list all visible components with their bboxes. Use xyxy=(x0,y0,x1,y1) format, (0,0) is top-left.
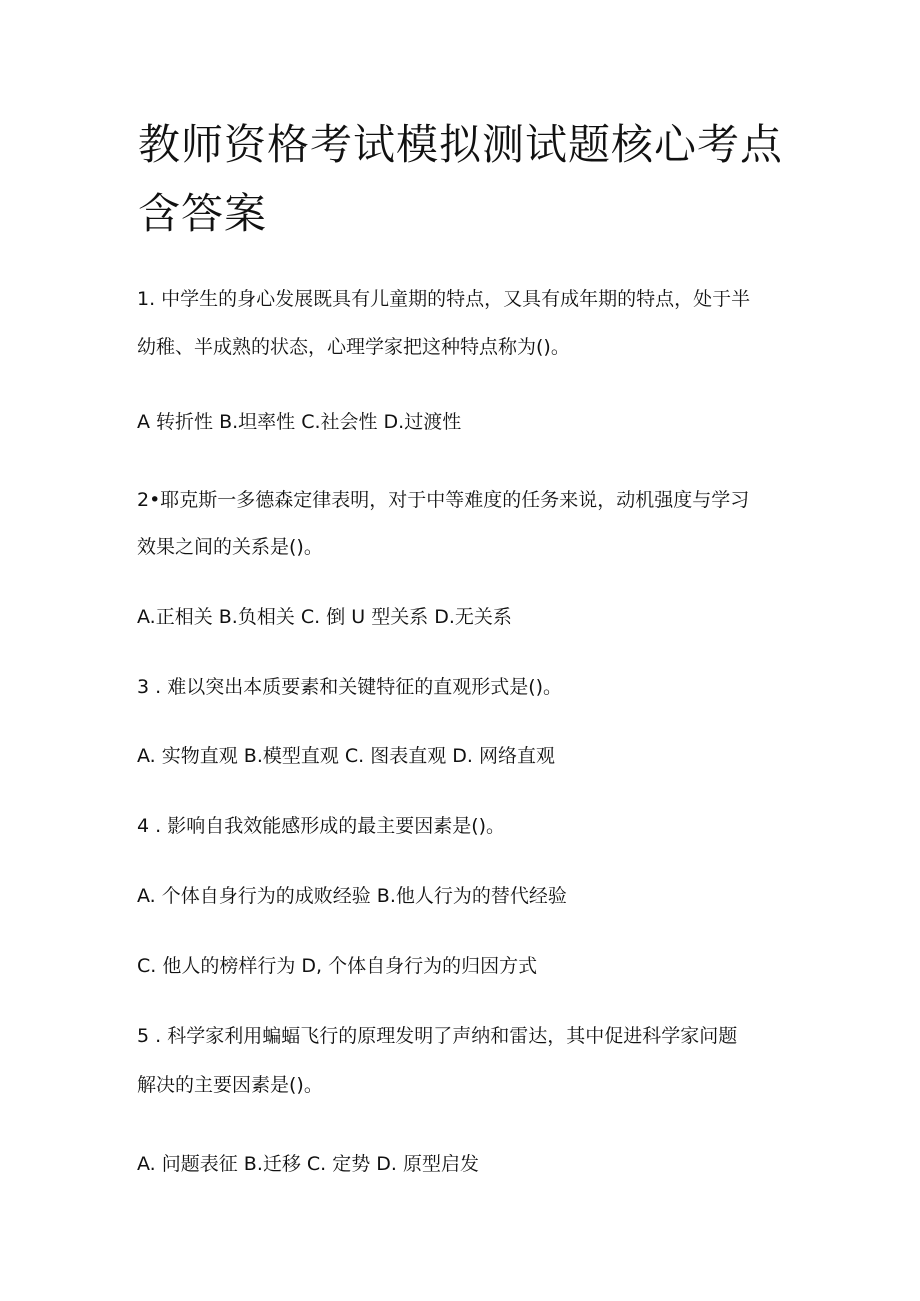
question-1-text-line-2: 幼稚、半成熟的状态，心理学家把这种特点称为()。 xyxy=(137,336,570,358)
document-title-line-1: 教师资格考试模拟测试题核心考点 xyxy=(138,120,784,169)
question-4-options-line-1: A. 个体自身行为的成败经验 B.他人行为的替代经验 xyxy=(137,885,567,907)
question-2-text-line-2: 效果之间的关系是()。 xyxy=(137,536,323,558)
question-2-text-line-1: 2•耶克斯一多德森定律表明，对于中等难度的任务来说，动机强度与学习 xyxy=(137,489,750,511)
question-4-text: 4 . 影响自我效能感形成的最主要因素是()。 xyxy=(137,815,506,837)
question-5-options: A. 问题表征 B.迁移 C. 定势 D. 原型启发 xyxy=(137,1153,479,1175)
question-2-options: A.正相关 B.负相关 C. 倒 U 型关系 D.无关系 xyxy=(137,606,512,628)
document-title-line-2: 含答案 xyxy=(138,189,268,238)
question-3-text: 3 . 难以突出本质要素和关键特征的直观形式是()。 xyxy=(137,676,563,698)
question-4-options-line-2: C. 他人的榜样行为 D, 个体自身行为的归因方式 xyxy=(137,955,538,977)
question-5-text-line-2: 解决的主要因素是()。 xyxy=(137,1074,323,1096)
question-1-options: A 转折性 B.坦率性 C.社会性 D.过渡性 xyxy=(137,411,462,433)
question-1-text-line-1: 1. 中学生的身心发展既具有儿童期的特点，又具有成年期的特点，处于半 xyxy=(137,288,751,310)
question-3-options: A. 实物直观 B.模型直观 C. 图表直观 D. 网络直观 xyxy=(137,745,555,767)
question-5-text-line-1: 5 . 科学家利用蝙蝠飞行的原理发明了声纳和雷达，其中促进科学家问题 xyxy=(137,1025,738,1047)
